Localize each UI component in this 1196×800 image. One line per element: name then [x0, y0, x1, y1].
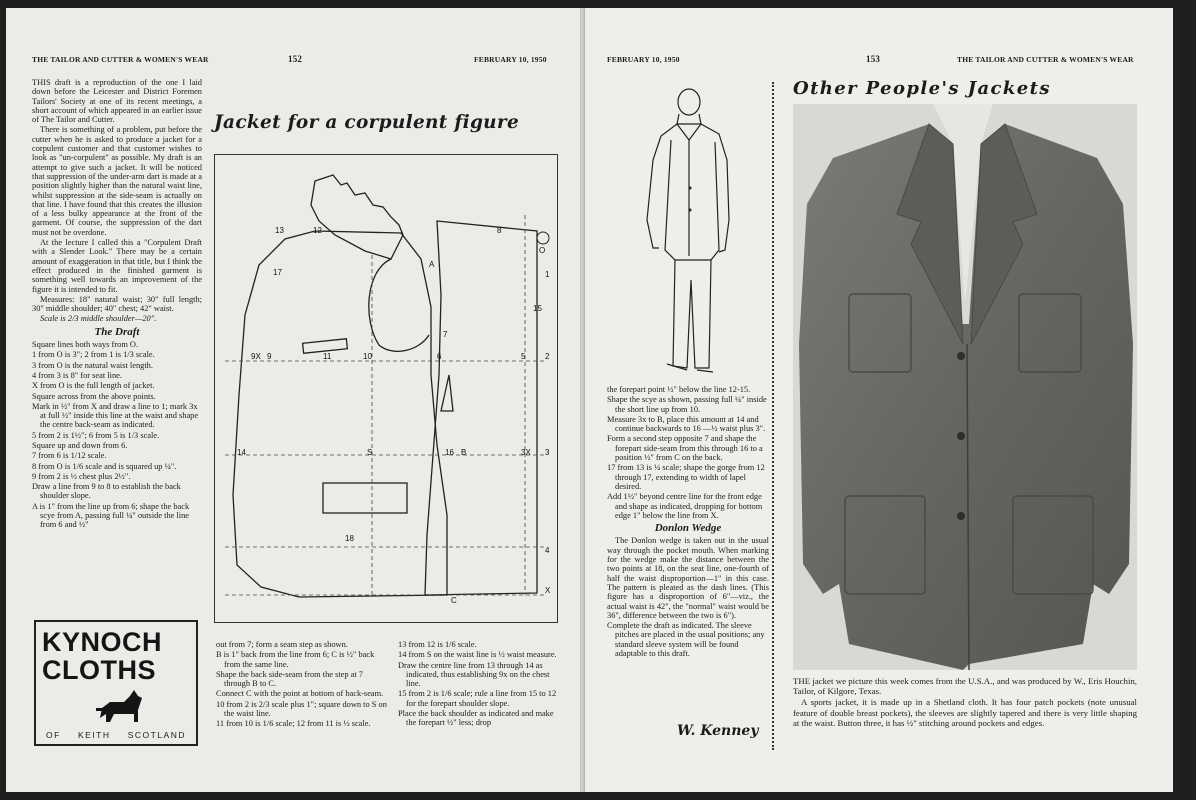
text-line: 15 from 2 is 1/6 scale; rule a line from 15 to 12 for the forepart shoulder slope.	[398, 689, 557, 708]
text-line: Form a second step opposite 7 and shape the forepart side-seam from this through 16 to a position ½" from C on the back.	[607, 434, 763, 463]
intro-column	[32, 78, 202, 531]
label-17: 17	[273, 268, 282, 277]
intro-paragraph-1: THIS draft is a reproduction of the one I laid down before the Leicester and District Foremen Tailors' Society at one of its recent meetings, a short account of which appeared in an earlier issue of The Tailor and Cutter.	[32, 78, 202, 125]
advert-brand	[42, 628, 162, 684]
diagram-side-dart	[441, 375, 453, 411]
kynoch-advert	[34, 620, 198, 746]
diagram-collar-outline	[311, 175, 403, 259]
donlon-text: The Donlon wedge is taken out in the usual way through the pocket mouth. When marking for the wedge make the distance between the two points at 18, on the seat line, one-fourth of half the waist disproportion—1" in this case. The pattern is pleated as the dash lines. (This figure has a disproportion of 6"—viz., the actual waist is 42", the "normal" waist would be 36", difference between the two is 6").	[607, 536, 769, 620]
label-18: 18	[345, 534, 354, 543]
jacket-photo	[793, 104, 1137, 670]
text-line: B is 1" back from the line from 6; C is ½" back from the same line.	[216, 650, 375, 669]
label-3x: 3X	[521, 448, 531, 457]
right-header-date: FEBRUARY 10, 1950	[607, 55, 680, 64]
text-line: 5 from 2 is 1½"; 6 from 5 is 1/3 scale.	[32, 430, 160, 440]
left-page	[6, 8, 580, 792]
left-header-publication: THE TAILOR AND CUTTER & WOMEN'S WEAR	[32, 55, 209, 64]
text-line: 7 from 6 is 1/12 scale.	[32, 451, 107, 461]
advert-footer-right: SCOTLAND	[127, 730, 186, 740]
text-line: X from O is the full length of jacket.	[32, 381, 155, 391]
label-b: B	[461, 448, 467, 457]
label-11: 11	[323, 352, 332, 361]
label-16: 16	[445, 448, 454, 457]
text-line: Place the back shoulder as indicated and make the forepart ½" less; drop	[398, 709, 554, 728]
advert-line-2: CLOTHS	[42, 655, 156, 685]
complete-text: Complete the draft as indicated. The sleeve pitches are placed in the usual positions; any standard sleeve system will be found adaptable to this draft.	[607, 621, 765, 659]
text-line: Draw the centre line from 13 through 14 as indicated, thus establishing 9x on the chest line.	[398, 660, 550, 689]
left-header-date: FEBRUARY 10, 1950	[474, 55, 547, 64]
label-1: 1	[545, 270, 550, 279]
jacket-button-2	[957, 432, 965, 440]
draft-steps-list	[32, 340, 202, 530]
diagram-scye-curve	[369, 259, 429, 351]
draft-diagram-svg	[215, 155, 557, 622]
label-x: X	[545, 586, 551, 595]
advert-footer	[36, 730, 196, 740]
label-4: 4	[545, 546, 550, 555]
diagram-point-labels	[237, 226, 551, 605]
label-9: 9	[267, 352, 272, 361]
text-line: Add 1½" beyond centre line for the front edge and shape as indicated, dropping for bottom edge 1" below the line from X.	[607, 492, 763, 520]
label-a: A	[429, 260, 435, 269]
corpulent-figure-illustration	[631, 80, 741, 380]
intro-paragraph-2: There is something of a problem, put before the cutter when he is asked to produce a jacket for a corpulent customer and that customer wishes to look as "un-corpulent" as possible. My draft is an attempt to give such a jacket. It will be noticed that suppression of the under-arm dart is made at a position slightly higher than the natural waist line, whilst suppression at the side-seam is actually on that line. I have found that this creates the illusion of a less bulky appearance at the front of the garment. Of course, the suppression of the dart must not be overdone.	[32, 125, 202, 237]
label-5: 5	[521, 352, 526, 361]
label-13: 13	[275, 226, 284, 235]
label-s: S	[367, 448, 373, 457]
article-title: Jacket for a corpulent figure	[214, 112, 520, 133]
text-line: 4 from 3 is 8" for seat line.	[32, 370, 122, 380]
label-o: O	[539, 246, 546, 255]
right-page	[585, 8, 1173, 792]
label-2: 2	[545, 352, 550, 361]
diagram-hip-pocket	[323, 483, 407, 513]
author-signature: W. Kenney	[677, 723, 759, 739]
label-7: 7	[443, 330, 448, 339]
text-line: 9 from 2 is ½ chest plus 2½".	[32, 471, 131, 481]
label-8: 8	[497, 226, 502, 235]
text-line: Square up and down from 6.	[32, 440, 128, 450]
text-line: Shape the back side-seam from the step at 7 through B to C.	[216, 669, 363, 689]
text-line: Square across from the above points.	[32, 391, 156, 401]
column-divider	[772, 82, 774, 750]
text-line: Mark in ½" from X and draw a line to 1; mark 3x at full ½" inside this line at the waist and shape the centre back-seam as indicated.	[32, 401, 199, 430]
right-col-paragraphs	[607, 385, 769, 520]
diagram-origin-circle	[537, 232, 549, 244]
caption-paragraph-1: THE jacket we picture this week comes from the U.S.A., and was produced by W., Eris Houchin, Tailor, of Kilgore, Texas.	[793, 676, 1137, 697]
text-line: Measure 3x to B, place this amount at 14 and continue backwards to 16 —½ waist plus 3".	[607, 414, 766, 434]
text-line: the forepart point ½" below the line 12-15.	[607, 385, 751, 394]
draft-diagram	[214, 154, 558, 623]
caption-paragraph-2: A sports jacket, it is made up in a Shetland cloth. It has four patch pockets (note unusual feature of double breast pockets), the sleeves are slightly tapered and there is very little shaping at the waist. Button three, it has ½" stitching around pockets and edges.	[793, 697, 1137, 728]
advert-line-1: KYNOCH	[42, 627, 163, 657]
text-line: Square lines both ways from O.	[32, 340, 139, 350]
text-line: 10 from 2 is 2/3 scale plus 1"; square down to S on the waist line.	[216, 699, 387, 719]
scottie-dog-icon	[94, 688, 146, 728]
draft-column-3	[398, 640, 562, 729]
scale-line: Scale is 2/3 middle shoulder—20".	[40, 314, 157, 324]
text-line: 8 from O is 1/6 scale and is squared up ¼".	[32, 461, 177, 471]
label-9x: 9X	[251, 352, 261, 361]
left-page-number: 152	[288, 54, 303, 64]
diagram-forepart-outline	[233, 231, 447, 597]
jacket-caption	[793, 676, 1137, 729]
text-line: out from 7; form a seam step as shown.	[216, 640, 348, 649]
label-14: 14	[237, 448, 246, 457]
right-title: Other People's Jackets	[793, 78, 1051, 99]
advert-footer-mid: KEITH	[77, 730, 111, 740]
label-3: 3	[545, 448, 550, 457]
text-line: 14 from S on the waist line is ½ waist measure.	[398, 650, 557, 660]
text-line: Draw a line from 9 to 8 to establish the back shoulder slope.	[32, 482, 181, 501]
text-line: A is 1" from the line up from 6; shape the back scye from A, passing full ¼" outside the line from 6 and ½"	[32, 501, 190, 530]
text-line: Shape the scye as shown, passing full ¼" inside the short line up from 10.	[607, 395, 767, 414]
text-line: 3 from O is the natural waist length.	[32, 360, 153, 370]
jacket-button-1	[957, 352, 965, 360]
text-line: 1 from O is 3"; 2 from 1 is 1/3 scale.	[32, 350, 155, 360]
label-10: 10	[363, 352, 372, 361]
text-line: Connect C with the point at bottom of back-seam.	[216, 689, 384, 699]
right-text-column	[607, 385, 769, 659]
measures-line: Measures: 18" natural waist; 30" full length; 30" middle shoulder; 40" chest; 42" waist.	[32, 294, 202, 314]
right-page-number: 153	[866, 54, 881, 64]
text-line: 13 from 12 is 1/6 scale.	[398, 640, 477, 649]
label-c: C	[451, 596, 457, 605]
label-15: 15	[533, 304, 542, 313]
label-12: 12	[313, 226, 322, 235]
right-header-publication: THE TAILOR AND CUTTER & WOMEN'S WEAR	[957, 55, 1134, 64]
text-line: 11 from 10 is 1/6 scale; 12 from 11 is ½ scale.	[216, 719, 371, 729]
jacket-button-3	[957, 512, 965, 520]
text-line: 17 from 13 is ¼ scale; shape the gorge from 12 through 17, extending to width of lapel desired.	[607, 463, 765, 491]
label-6: 6	[437, 352, 442, 361]
draft-heading: The Draft	[94, 325, 140, 338]
intro-paragraph-3: At the lecture I called this a "Corpulent Draft with a Slender Look." There may be a certain amount of exaggeration in that title, but I think the effect produced in the finished garment is something well towards an improvement of the figure it is intended to fit.	[32, 238, 202, 294]
donlon-heading: Donlon Wedge	[654, 522, 722, 535]
draft-column-2	[216, 640, 388, 730]
advert-footer-left: OF	[46, 730, 61, 740]
